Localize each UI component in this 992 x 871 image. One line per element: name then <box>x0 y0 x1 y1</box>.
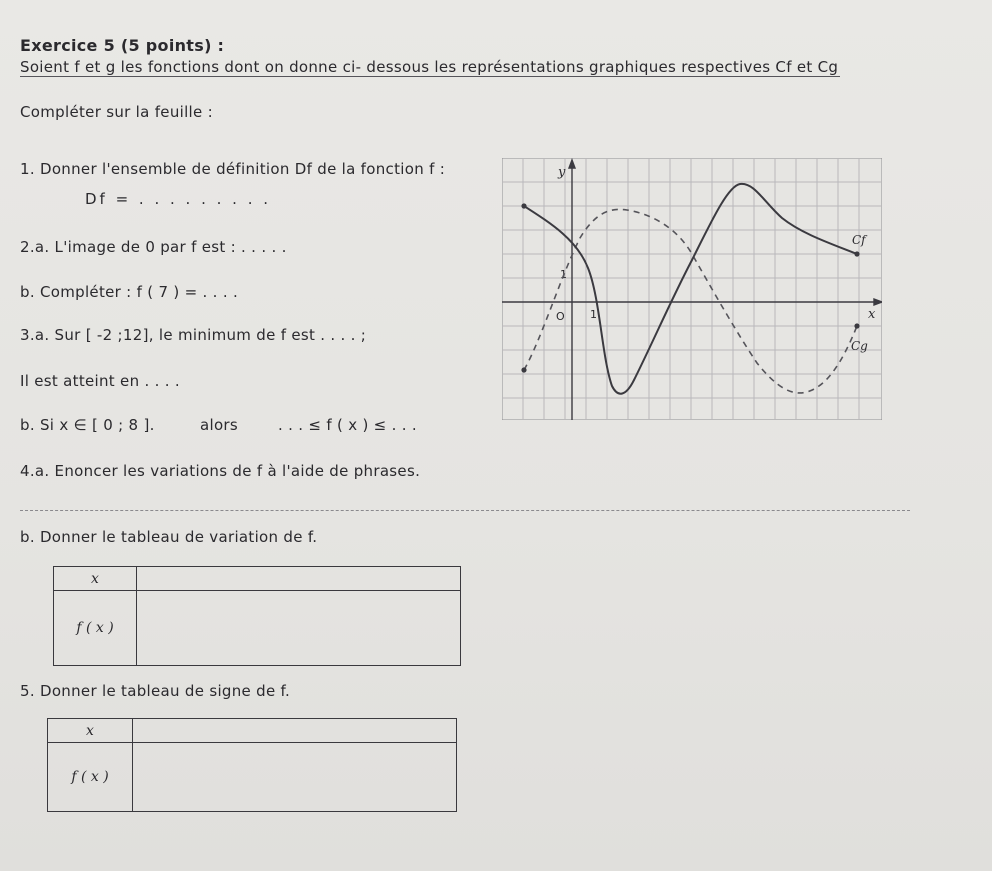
exercise-intro: Soient f et g les fonctions dont on donne ci- dessous les représentations graphiques respectives Cf et Cg <box>20 58 839 76</box>
instruction-text: Compléter sur la feuille : <box>20 103 213 121</box>
question-3b-inequality[interactable]: . . . ≤ f ( x ) ≤ . . . <box>278 416 417 434</box>
answer-4a-line[interactable] <box>20 510 910 511</box>
curve-f-end-point <box>854 251 859 256</box>
question-3b: b. Si x ∈ [ 0 ; 8 ]. <box>20 416 155 434</box>
intro-underline <box>20 76 840 77</box>
question-1: 1. Donner l'ensemble de définition Df de la fonction f : <box>20 160 446 178</box>
x-axis-label: x <box>868 307 876 322</box>
question-2b: b. Compléter : f ( 7 ) = . . . . <box>20 283 239 301</box>
variation-table-fx-label: f ( x ) <box>54 591 137 666</box>
question-4a: 4.a. Enoncer les variations de f à l'aide de phrases. <box>20 462 421 480</box>
sign-table-fx-label: f ( x ) <box>48 743 133 812</box>
variation-table-x-cell[interactable] <box>137 567 461 591</box>
y-unit-label: 1 <box>560 268 567 281</box>
question-3a-continued: Il est atteint en . . . . <box>20 372 180 390</box>
exercise-title: Exercice 5 (5 points) : <box>20 36 225 55</box>
variation-table-x-label: x <box>54 567 137 591</box>
sign-table-fx-cell[interactable] <box>133 743 457 812</box>
cf-label: Cf <box>852 233 866 247</box>
sign-table-x-cell[interactable] <box>133 719 457 743</box>
question-5: 5. Donner le tableau de signe de f. <box>20 682 291 700</box>
question-4b: b. Donner le tableau de variation de f. <box>20 528 318 546</box>
x-unit-label: 1 <box>590 308 597 321</box>
question-3a: 3.a. Sur [ -2 ;12], le minimum de f est . . . . ; <box>20 326 367 344</box>
answer-1-blank[interactable]: Df = . . . . . . . . . <box>85 190 271 208</box>
curve-f-start-point <box>521 203 526 208</box>
sign-table <box>47 718 457 812</box>
sign-table-x-label: x <box>48 719 133 743</box>
curve-g-start-point <box>521 367 526 372</box>
variation-table <box>53 566 461 666</box>
function-graph <box>502 158 882 420</box>
question-2a: 2.a. L'image de 0 par f est : . . . . . <box>20 238 287 256</box>
y-axis-label: y <box>558 165 566 180</box>
curve-g-end-point <box>854 323 859 328</box>
cg-label: Cg <box>851 339 868 353</box>
origin-label: O <box>556 310 565 323</box>
question-3b-alors: alors <box>200 416 239 434</box>
variation-table-fx-cell[interactable] <box>137 591 461 666</box>
